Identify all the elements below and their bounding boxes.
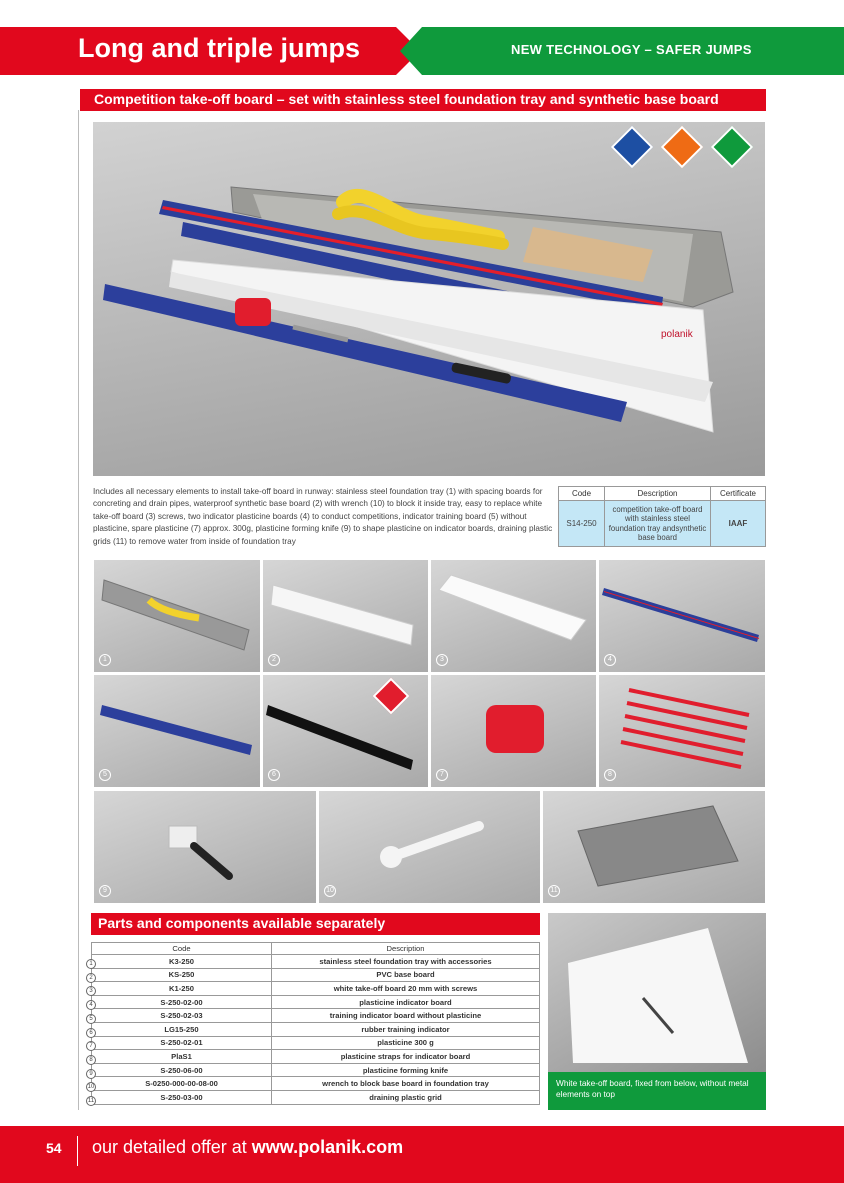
table-row [92, 1077, 540, 1091]
page-header [0, 27, 844, 75]
parts-section-title: Parts and components available separately [91, 913, 540, 935]
left-margin-rule [78, 110, 79, 1110]
thumb-number: 5 [99, 769, 111, 781]
part-number: 4 [86, 1000, 96, 1010]
part-description: wrench to block base board in foundation tray [272, 1077, 540, 1091]
part-description: stainless steel foundation tray with accessories [272, 955, 540, 969]
white-board-caption: White take-off board, fixed from below, without metal elements on top [548, 1072, 766, 1110]
thumb-number: 3 [436, 654, 448, 666]
main-product-photo [93, 122, 765, 476]
part-description: training indicator board without plasticine [272, 1009, 540, 1023]
thumb-foundation-tray [94, 560, 260, 672]
part-code: LG15-250 [92, 1022, 272, 1036]
part-code: S-250-02-00 [92, 995, 272, 1009]
part-number: 10 [87, 1084, 95, 1091]
spec-header-description: Description [605, 487, 711, 501]
thumb-number: 6 [268, 769, 280, 781]
thumb-number: 1 [99, 654, 111, 666]
footer-offer [92, 1137, 403, 1158]
part-code: S-250-02-01 [92, 1036, 272, 1050]
thumb-draining-grid [543, 791, 765, 903]
thumb-number: 10 [324, 885, 336, 897]
plasticine-illustration [431, 675, 596, 787]
thumb-number: 11 [548, 885, 560, 897]
spec-table [558, 486, 766, 547]
thumb-number: 7 [436, 769, 448, 781]
white-board-detail-photo [548, 913, 766, 1072]
thumb-plasticine [431, 675, 596, 787]
part-number: 11 [87, 1098, 95, 1104]
footer-url-link[interactable]: www.polanik.com [251, 1137, 404, 1157]
table-row [92, 1009, 540, 1023]
training-board-illustration [94, 675, 260, 787]
footer-divider [77, 1136, 78, 1166]
page-number: 54 [46, 1140, 62, 1156]
thumb-number: 2 [268, 654, 280, 666]
spec-description: competition take-off board with stainless steel foundation tray andsynthetic base board [605, 501, 711, 547]
thumb-number: 4 [604, 654, 616, 666]
part-description: plasticine 300 g [272, 1036, 540, 1050]
board-detail-illustration [548, 913, 766, 1072]
spec-certificate: IAAF [711, 501, 766, 547]
thumb-rubber-indicator [263, 675, 428, 787]
table-row [92, 1036, 540, 1050]
part-description: rubber training indicator [272, 1022, 540, 1036]
page-title: Long and triple jumps [78, 33, 360, 63]
spec-code: S14-250 [559, 501, 605, 547]
part-code: S-250-02-03 [92, 1009, 272, 1023]
part-code: S-250-03-00 [92, 1090, 272, 1104]
part-number: 1 [86, 959, 96, 969]
wrench-illustration [319, 791, 540, 903]
section-title-bar: Competition take-off board – set with stainless steel foundation tray and synthetic base board [80, 89, 766, 111]
indicator-board-illustration [599, 560, 765, 672]
page-footer [0, 1126, 844, 1183]
part-description: plasticine indicator board [272, 995, 540, 1009]
parts-table-body [92, 955, 540, 1105]
part-number: 8 [86, 1055, 96, 1065]
table-row [92, 982, 540, 996]
knife-illustration [94, 791, 316, 903]
table-row [92, 1090, 540, 1104]
part-description: plasticine forming knife [272, 1063, 540, 1077]
thumb-number: 9 [99, 885, 111, 897]
thumb-white-board [431, 560, 596, 672]
part-number: 7 [86, 1041, 96, 1051]
table-row [92, 955, 540, 969]
part-code: S-250-06-00 [92, 1063, 272, 1077]
parts-header-code: Code [92, 943, 272, 955]
thumb-base-board [263, 560, 428, 672]
thumb-forming-knife [94, 791, 316, 903]
part-code: S-0250-000-00-08-00 [92, 1077, 272, 1091]
part-number: 9 [86, 1069, 96, 1079]
polanik-logo: polanik [661, 329, 693, 340]
product-description: Includes all necessary elements to install take-off board in runway: stainless steel foundation tray (1) with spacing boards for concreting and drain pipes, waterproof synthetic base board (2) with wrench (10) to block it inside tray, easy to replace white take-off board (3) screws, two indicator plasticine boards (4) to conduct competitions, indicator training board (5) without plasticine, spare plasticine (7) approx. 300g, plasticine forming knife (9) to shape plasticine on indicator boards, draining plastic grids (11) to remove water from inside of foundation tray [93, 487, 553, 546]
part-code: PlaS1 [92, 1050, 272, 1064]
part-description: plasticine straps for indicator board [272, 1050, 540, 1064]
spec-header-certificate: Certificate [711, 487, 766, 501]
thumb-wrench [319, 791, 540, 903]
thumb-number: 8 [604, 769, 616, 781]
thumb-indicator-board [599, 560, 765, 672]
parts-table [91, 942, 540, 1105]
straps-illustration [599, 675, 765, 787]
table-row [92, 1050, 540, 1064]
base-board-illustration [263, 560, 428, 672]
table-row [92, 1022, 540, 1036]
table-row [92, 995, 540, 1009]
thumb-plasticine-straps [599, 675, 765, 787]
part-description: draining plastic grid [272, 1090, 540, 1104]
footer-offer-text: our detailed offer at [92, 1137, 252, 1157]
part-number: 3 [86, 986, 96, 996]
grid-illustration [543, 791, 765, 903]
part-code: KS-250 [92, 968, 272, 982]
tray-illustration [94, 560, 260, 672]
part-number: 6 [86, 1028, 96, 1038]
part-code: K1-250 [92, 982, 272, 996]
page-subtitle: NEW TECHNOLOGY – SAFER JUMPS [511, 42, 752, 57]
part-description: PVC base board [272, 968, 540, 982]
table-row [92, 1063, 540, 1077]
product-illustration [93, 122, 765, 476]
parts-header-description: Description [272, 943, 540, 955]
thumb-training-board [94, 675, 260, 787]
part-number: 2 [86, 973, 96, 983]
part-code: K3-250 [92, 955, 272, 969]
part-description: white take-off board 20 mm with screws [272, 982, 540, 996]
table-row [92, 968, 540, 982]
white-board-illustration [431, 560, 596, 672]
spec-header-code: Code [559, 487, 605, 501]
part-number: 5 [86, 1014, 96, 1024]
